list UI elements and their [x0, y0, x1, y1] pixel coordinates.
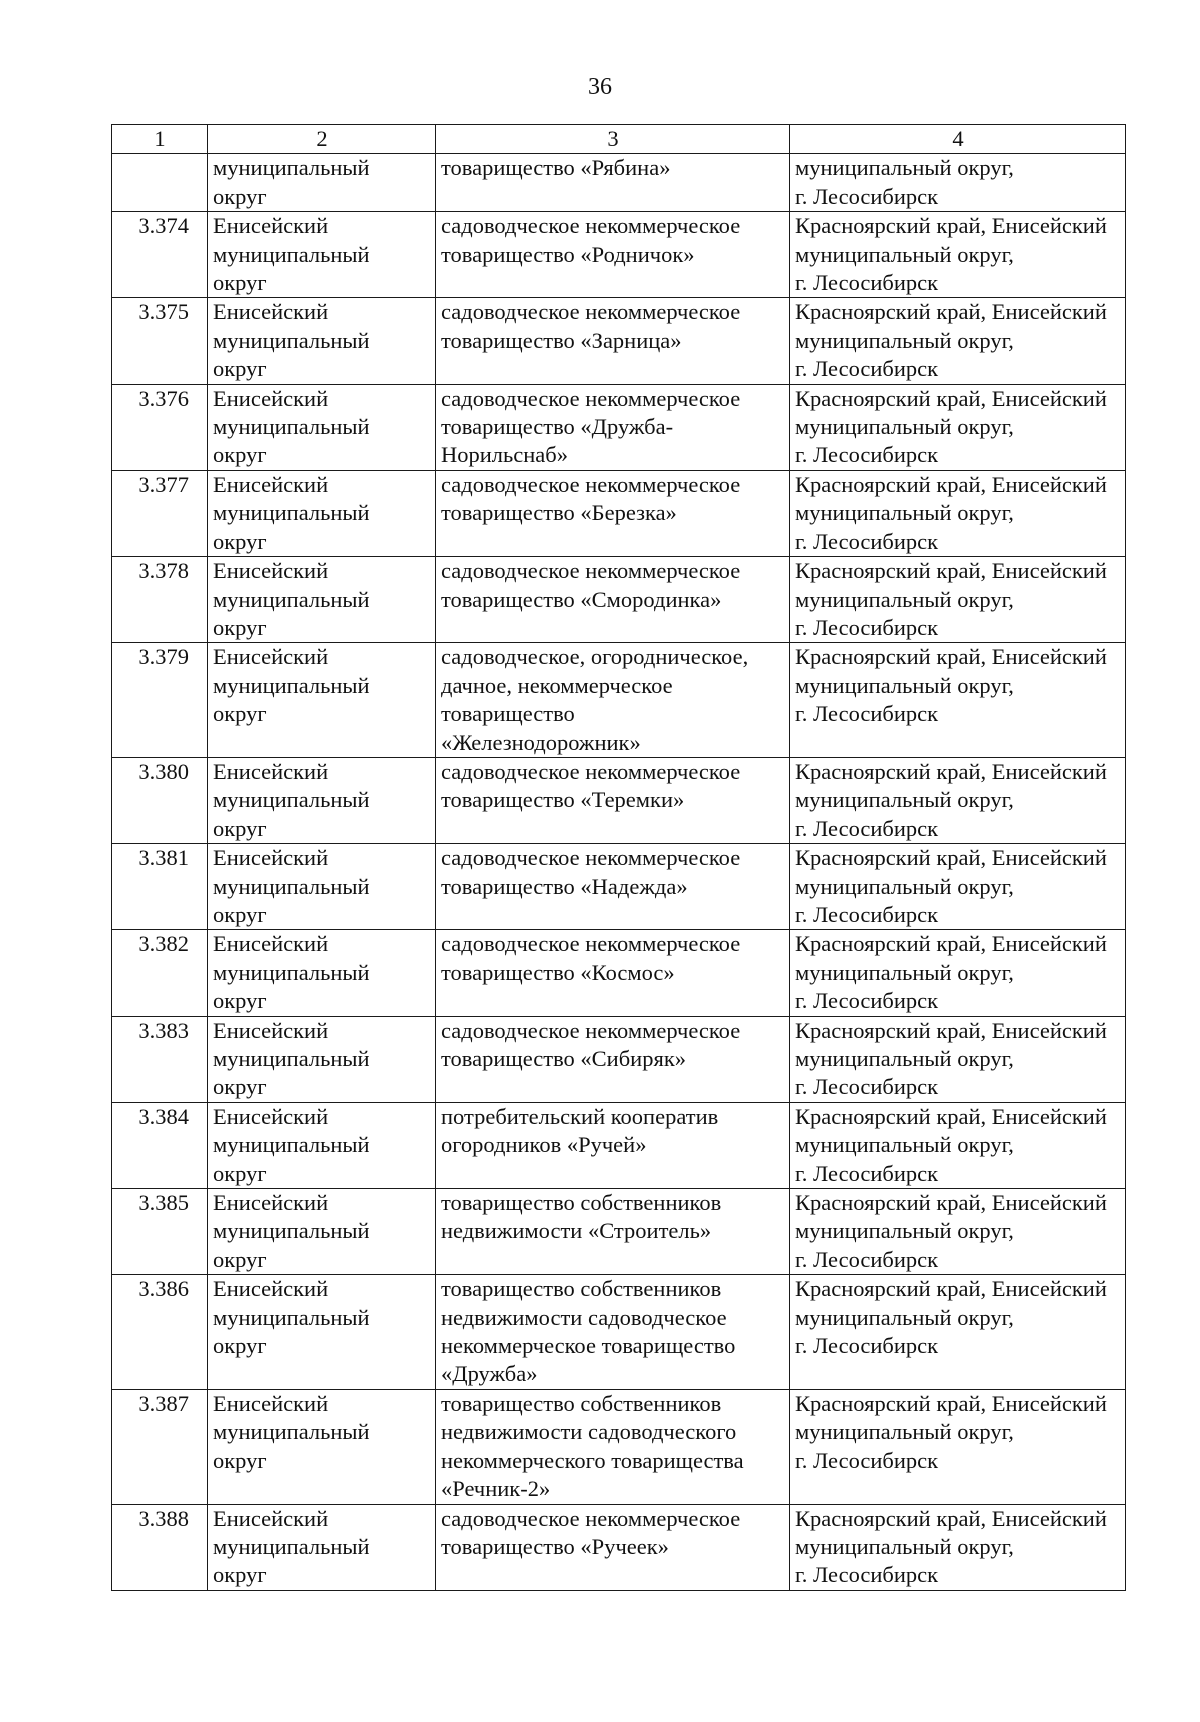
table-row: [112, 643, 1126, 758]
address-cell: Красноярский край, Енисейский муниципальный округ, г. Лесосибирск: [790, 1016, 1126, 1102]
table-header-row: [112, 125, 1126, 154]
column-header-1: 1: [112, 125, 208, 154]
table-row: [112, 757, 1126, 843]
registry-table: [111, 124, 1126, 1591]
table-row: [112, 212, 1126, 298]
row-number: 3.381: [112, 844, 208, 930]
address-cell: муниципальный округ, г. Лесосибирск: [790, 154, 1126, 212]
municipality-cell: Енисейский муниципальный округ: [208, 930, 436, 1016]
organization-name-cell: садоводческое некоммерческое товарищество «Зарница»: [436, 298, 790, 384]
table-row: [112, 1189, 1126, 1275]
organization-name-cell: товарищество собственников недвижимости садоводческое некоммерческое товарищество «Дружба»: [436, 1275, 790, 1390]
row-number: 3.377: [112, 470, 208, 556]
row-number: 3.379: [112, 643, 208, 758]
address-cell: Красноярский край, Енисейский муниципальный округ, г. Лесосибирск: [790, 930, 1126, 1016]
municipality-cell: Енисейский муниципальный округ: [208, 1504, 436, 1590]
organization-name-cell: садоводческое некоммерческое товарищество «Смородинка»: [436, 557, 790, 643]
municipality-cell: Енисейский муниципальный округ: [208, 1016, 436, 1102]
municipality-cell: Енисейский муниципальный округ: [208, 212, 436, 298]
column-header-2: 2: [208, 125, 436, 154]
row-number: 3.384: [112, 1102, 208, 1188]
organization-name-cell: садоводческое некоммерческое товарищество «Ручеек»: [436, 1504, 790, 1590]
table-row: [112, 1504, 1126, 1590]
organization-name-cell: садоводческое некоммерческое товарищество «Сибиряк»: [436, 1016, 790, 1102]
table-row: [112, 1016, 1126, 1102]
row-number: 3.375: [112, 298, 208, 384]
municipality-cell: Енисейский муниципальный округ: [208, 298, 436, 384]
organization-name-cell: садоводческое некоммерческое товарищество «Березка»: [436, 470, 790, 556]
address-cell: Красноярский край, Енисейский муниципальный округ, г. Лесосибирск: [790, 1102, 1126, 1188]
organization-name-cell: товарищество собственников недвижимости садоводческого некоммерческого товарищества «Речник-2»: [436, 1389, 790, 1504]
address-cell: Красноярский край, Енисейский муниципальный округ, г. Лесосибирск: [790, 1389, 1126, 1504]
organization-name-cell: садоводческое некоммерческое товарищество «Теремки»: [436, 757, 790, 843]
row-number: 3.383: [112, 1016, 208, 1102]
municipality-cell: Енисейский муниципальный округ: [208, 1275, 436, 1390]
table-row: [112, 298, 1126, 384]
table-row: [112, 930, 1126, 1016]
table-row: [112, 154, 1126, 212]
row-number: [112, 154, 208, 212]
page-number: 36: [588, 74, 612, 100]
organization-name-cell: садоводческое некоммерческое товарищество «Дружба- Норильснаб»: [436, 384, 790, 470]
table-row: [112, 557, 1126, 643]
row-number: 3.376: [112, 384, 208, 470]
row-number: 3.382: [112, 930, 208, 1016]
municipality-cell: Енисейский муниципальный округ: [208, 844, 436, 930]
municipality-cell: Енисейский муниципальный округ: [208, 557, 436, 643]
column-header-4: 4: [790, 125, 1126, 154]
address-cell: Красноярский край, Енисейский муниципальный округ, г. Лесосибирск: [790, 470, 1126, 556]
row-number: 3.385: [112, 1189, 208, 1275]
municipality-cell: муниципальный округ: [208, 154, 436, 212]
table-row: [112, 1389, 1126, 1504]
address-cell: Красноярский край, Енисейский муниципальный округ, г. Лесосибирск: [790, 212, 1126, 298]
municipality-cell: Енисейский муниципальный округ: [208, 1389, 436, 1504]
row-number: 3.388: [112, 1504, 208, 1590]
table-row: [112, 1275, 1126, 1390]
row-number: 3.380: [112, 757, 208, 843]
organization-name-cell: садоводческое некоммерческое товарищество «Космос»: [436, 930, 790, 1016]
municipality-cell: Енисейский муниципальный округ: [208, 1102, 436, 1188]
row-number: 3.378: [112, 557, 208, 643]
address-cell: Красноярский край, Енисейский муниципальный округ, г. Лесосибирск: [790, 1189, 1126, 1275]
organization-name-cell: садоводческое некоммерческое товарищество «Надежда»: [436, 844, 790, 930]
table-body: [112, 154, 1126, 1590]
organization-name-cell: потребительский кооператив огородников «Ручей»: [436, 1102, 790, 1188]
table-row: [112, 384, 1126, 470]
address-cell: Красноярский край, Енисейский муниципальный округ, г. Лесосибирск: [790, 1275, 1126, 1390]
municipality-cell: Енисейский муниципальный округ: [208, 757, 436, 843]
address-cell: Красноярский край, Енисейский муниципальный округ, г. Лесосибирск: [790, 1504, 1126, 1590]
address-cell: Красноярский край, Енисейский муниципальный округ, г. Лесосибирск: [790, 557, 1126, 643]
address-cell: Красноярский край, Енисейский муниципальный округ, г. Лесосибирск: [790, 643, 1126, 758]
municipality-cell: Енисейский муниципальный округ: [208, 470, 436, 556]
table-header: [112, 125, 1126, 154]
row-number: 3.387: [112, 1389, 208, 1504]
address-cell: Красноярский край, Енисейский муниципальный округ, г. Лесосибирск: [790, 384, 1126, 470]
organization-name-cell: товарищество «Рябина»: [436, 154, 790, 212]
address-cell: Красноярский край, Енисейский муниципальный округ, г. Лесосибирск: [790, 757, 1126, 843]
organization-name-cell: товарищество собственников недвижимости «Строитель»: [436, 1189, 790, 1275]
address-cell: Красноярский край, Енисейский муниципальный округ, г. Лесосибирск: [790, 844, 1126, 930]
table-row: [112, 470, 1126, 556]
organization-name-cell: садоводческое, огородническое, дачное, некоммерческое товарищество «Железнодорожник»: [436, 643, 790, 758]
municipality-cell: Енисейский муниципальный округ: [208, 1189, 436, 1275]
row-number: 3.374: [112, 212, 208, 298]
table-row: [112, 844, 1126, 930]
column-header-3: 3: [436, 125, 790, 154]
organization-name-cell: садоводческое некоммерческое товарищество «Родничок»: [436, 212, 790, 298]
row-number: 3.386: [112, 1275, 208, 1390]
municipality-cell: Енисейский муниципальный округ: [208, 384, 436, 470]
municipality-cell: Енисейский муниципальный округ: [208, 643, 436, 758]
table-row: [112, 1102, 1126, 1188]
address-cell: Красноярский край, Енисейский муниципальный округ, г. Лесосибирск: [790, 298, 1126, 384]
